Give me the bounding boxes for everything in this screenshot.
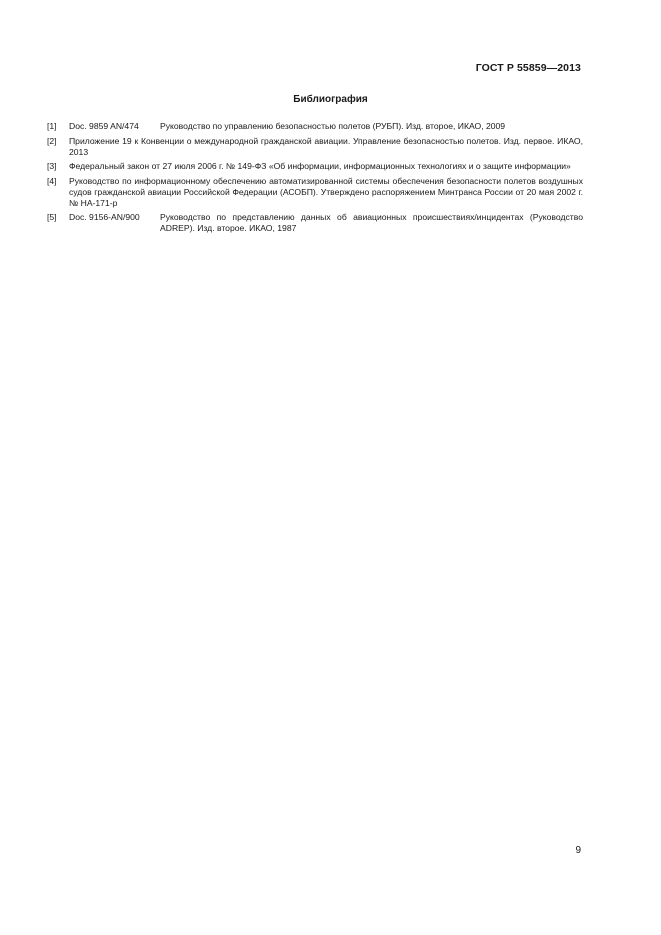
bibliography-list	[47, 121, 583, 238]
bibliography-entry-4	[47, 176, 583, 209]
page-number: 9	[575, 845, 581, 856]
entry-number: [1]	[47, 121, 57, 131]
entry-number: [3]	[47, 161, 57, 171]
bibliography-entry-1	[47, 121, 583, 132]
entry-document-code: Doc. 9859 AN/474	[69, 121, 139, 131]
entry-document-code: Doc. 9156-AN/900	[69, 212, 140, 222]
bibliography-entry-5	[47, 212, 583, 234]
entry-number: [2]	[47, 135, 57, 146]
entry-text: Приложение 19 к Конвенции о международной гражданской авиации. Управление безопасностью полетов. Изд. первое. ИКАО, 2013	[69, 135, 583, 157]
document-standard-header: ГОСТ Р 55859—2013	[475, 62, 581, 74]
entry-text: Руководство по представлению данных об авиационных происшествиях/инцидентах (Руководство ADREP). Изд. второе. ИКАО, 1987	[160, 212, 583, 233]
bibliography-title: Библиография	[293, 94, 368, 105]
entry-number: [5]	[47, 212, 57, 222]
bibliography-entry-3	[47, 161, 583, 172]
entry-number: [4]	[47, 175, 57, 186]
entry-text: Руководство по информационному обеспечению автоматизированной системы обеспечения безопасности полетов воздушных судов гражданской авиации Российской Федерации (АСОБП). Утверждено распоряжением Минтранса России от 20 мая 2002 г. № НА-171-р	[69, 175, 583, 208]
entry-text: Федеральный закон от 27 июля 2006 г. № 149-ФЗ «Об информации, информационных технологиях и о защите информации»	[69, 161, 571, 171]
bibliography-entry-2	[47, 136, 583, 158]
entry-text: Руководство по управлению безопасностью полетов (РУБП). Изд. второе, ИКАО, 2009	[160, 121, 506, 131]
